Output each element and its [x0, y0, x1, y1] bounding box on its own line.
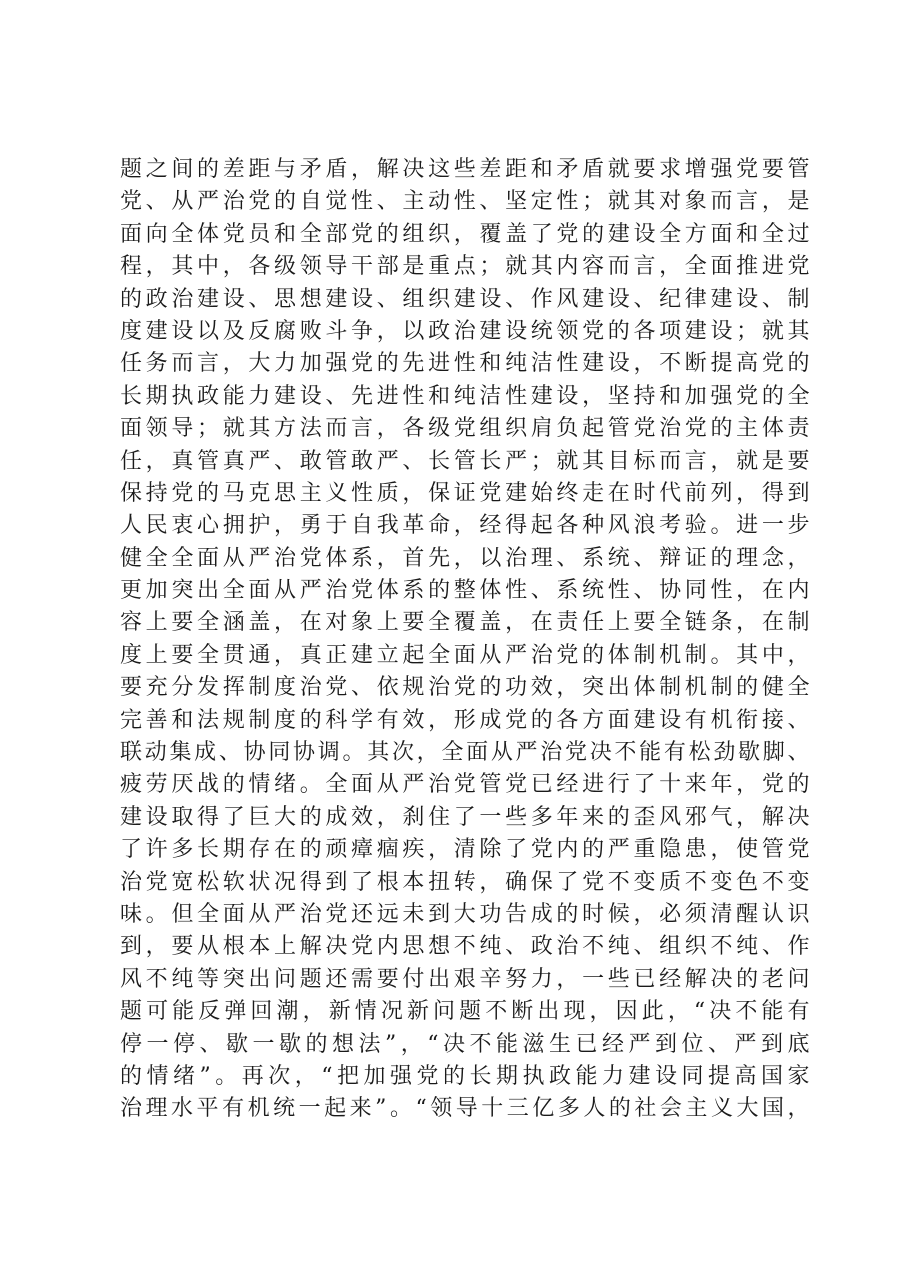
text-line: 风不纯等突出问题还需要付出艰辛努力，一些已经解决的老问 — [120, 966, 810, 992]
text-line: 要充分发挥制度治党、依规治党的功效，突出体制机制的健全 — [120, 675, 810, 701]
text-line: 停一停、歇一歇的想法”，“决不能滋生已经严到位、严到底 — [120, 1031, 810, 1057]
text-line: 任，真管真严、敢管敢严、长管长严；就其目标而言，就是要 — [120, 448, 810, 474]
text-line: 题之间的差距与矛盾，解决这些差距和矛盾就要求增强党要管 — [120, 157, 810, 182]
text-line: 到，要从根本上解决党内思想不纯、政治不纯、组织不纯、作 — [120, 934, 810, 960]
text-line: 度上要全贯通，真正建立起全面从严治党的体制机制。其中， — [120, 642, 810, 668]
text-line: 味。但全面从严治党还远未到大功告成的时候，必须清醒认识 — [120, 901, 810, 927]
text-line: 党、从严治党的自觉性、主动性、坚定性；就其对象而言，是 — [120, 189, 810, 215]
text-line: 更加突出全面从严治党体系的整体性、系统性、协同性，在内 — [120, 578, 810, 604]
text-line: 的政治建设、思想建设、组织建设、作风建设、纪律建设、制 — [120, 286, 810, 312]
body-paragraph — [120, 154, 810, 1126]
text-line: 建设取得了巨大的成效，刹住了一些多年来的歪风邪气，解决 — [120, 804, 810, 830]
text-line: 了许多长期存在的顽瘴痼疾，清除了党内的严重隐患，使管党 — [120, 837, 810, 863]
text-line: 程，其中，各级领导干部是重点；就其内容而言，全面推进党 — [120, 254, 810, 280]
text-line: 任务而言，大力加强党的先进性和纯洁性建设，不断提高党的 — [120, 351, 810, 377]
text-line: 度建设以及反腐败斗争，以政治建设统领党的各项建设；就其 — [120, 318, 810, 344]
text-line: 面领导；就其方法而言，各级党组织肩负起管党治党的主体责 — [120, 416, 810, 442]
text-line: 容上要全涵盖，在对象上要全覆盖，在责任上要全链条，在制 — [120, 610, 810, 636]
text-line: 面向全体党员和全部党的组织，覆盖了党的建设全方面和全过 — [120, 221, 810, 247]
text-line: 保持党的马克思主义性质，保证党建始终走在时代前列，得到 — [120, 480, 810, 506]
text-line: 联动集成、协同协调。其次，全面从严治党决不能有松劲歇脚、 — [120, 740, 810, 766]
text-line: 题可能反弹回潮，新情况新问题不断出现，因此，“决不能有 — [120, 999, 810, 1025]
text-line: 健全全面从严治党体系，首先，以治理、系统、辩证的理念， — [120, 545, 810, 571]
text-line: 长期执政能力建设、先进性和纯洁性建设，坚持和加强党的全 — [120, 383, 810, 409]
text-line: 疲劳厌战的情绪。全面从严治党管党已经进行了十来年，党的 — [120, 772, 810, 798]
text-line: 治理水平有机统一起来”。“领导十三亿多人的社会主义大国， — [120, 1096, 810, 1122]
text-line: 的情绪”。再次，“把加强党的长期执政能力建设同提高国家 — [120, 1063, 810, 1089]
text-line: 完善和法规制度的科学有效，形成党的各方面建设有机衔接、 — [120, 707, 810, 733]
text-line: 治党宽松软状况得到了根本扭转，确保了党不变质不变色不变 — [120, 869, 810, 895]
text-line: 人民衷心拥护，勇于自我革命，经得起各种风浪考验。进一步 — [120, 513, 810, 539]
